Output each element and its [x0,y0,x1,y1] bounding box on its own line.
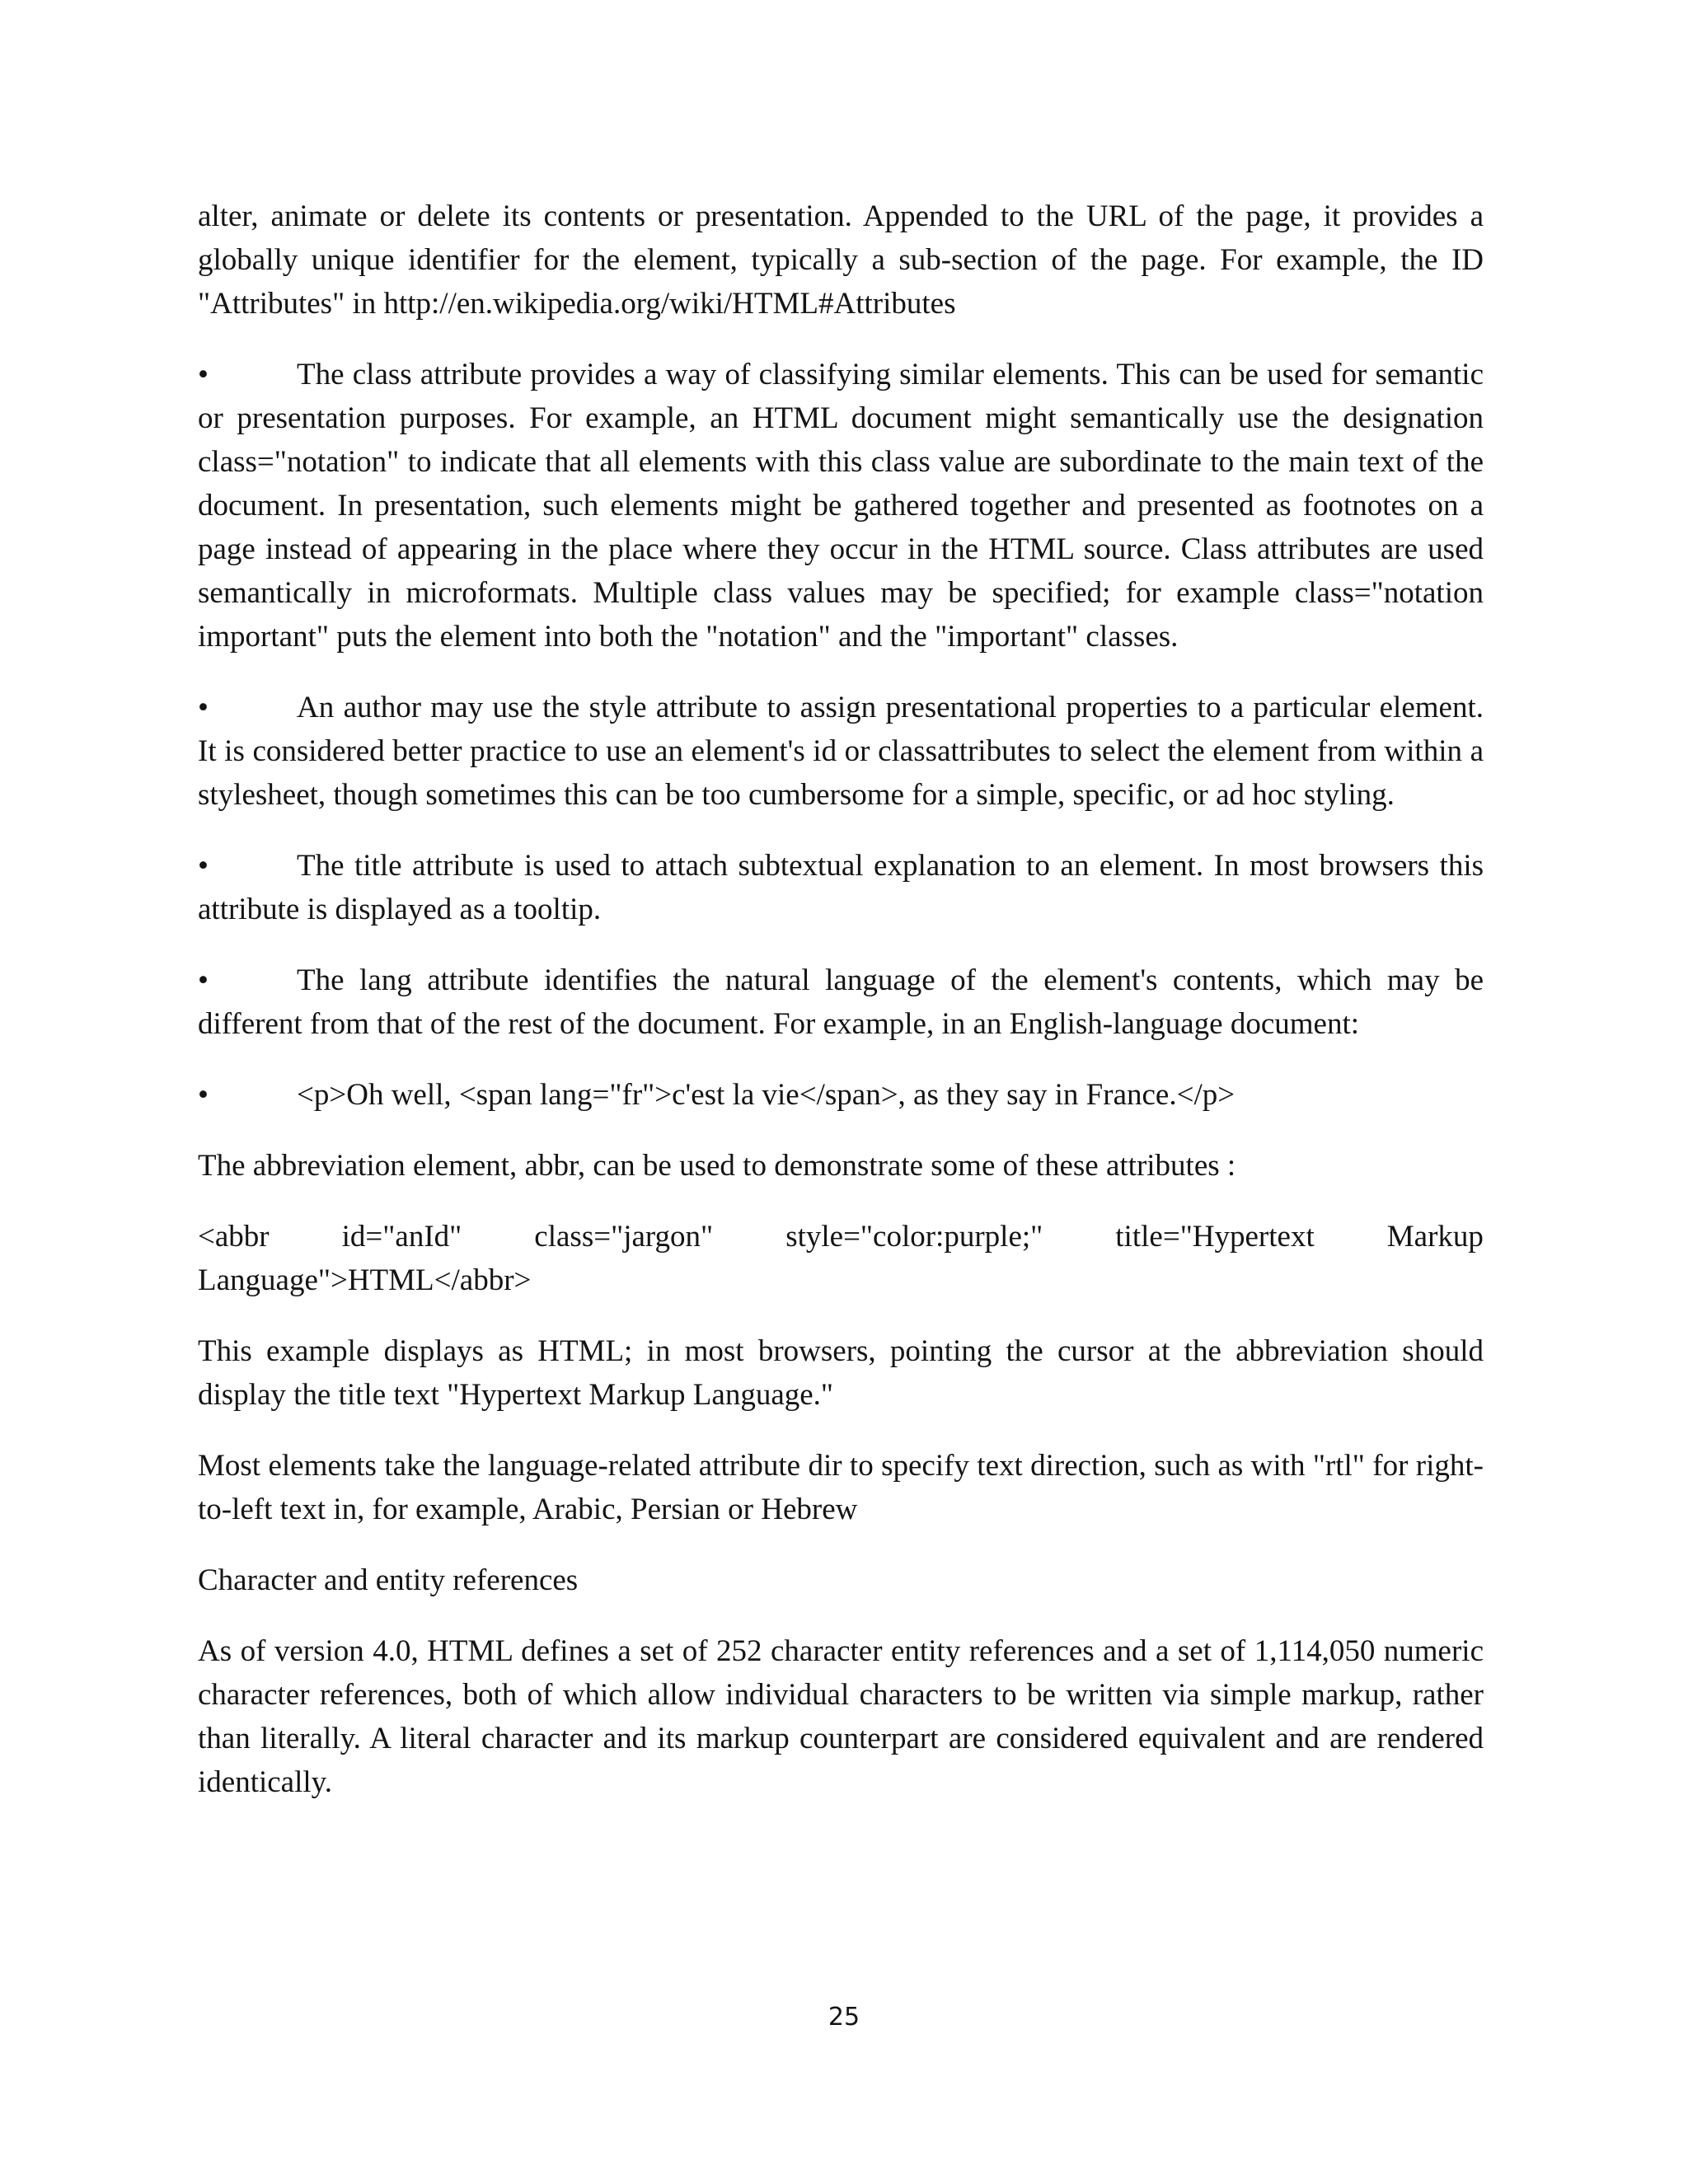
code-token: id="anId" [341,1220,462,1254]
bullet-marker: • [198,963,209,997]
page-number: 25 [828,2003,860,2032]
bullet-marker: • [198,358,209,391]
code-token: <abbr [198,1220,270,1254]
bullet-text: The lang attribute identifies the natural language of the element's contents, which may be different from that of the rest of the document. For example, in an English-language document: [198,963,1484,1041]
intro-paragraph: alter, animate or delete its contents or presentation. Appended to the URL of the page, it provides a globally unique identifier for the element, typically a sub-section of the page. For example, the ID "Attributes" in http://en.wikipedia.org/wiki/HTML#Attributes [198,199,1484,321]
bullet-marker: • [198,691,209,724]
bullet-item-lang [198,958,1484,1046]
bullet-item-code-example [198,1073,1484,1117]
page-body [198,194,1484,1831]
abbr-intro-paragraph: The abbreviation element, abbr, can be used to demonstrate some of these attributes : [198,1149,1236,1183]
bullet-item-class [198,353,1484,658]
dir-paragraph: Most elements take the language-related attribute dir to specify text direction, such as with "rtl" for right-to-left text in, for example, Arabic, Persian or Hebrew [198,1449,1484,1526]
code-token: class="jargon" [534,1220,714,1254]
bullet-text: An author may use the style attribute to assign presentational properties to a particular element. It is considered better practice to use an element's id or classattributes to select the element from within a stylesheet, though sometimes this can be too cumbersome for a simple, specific, or ad hoc styling. [198,691,1484,812]
entity-paragraph: As of version 4.0, HTML defines a set of 252 character entity references and a set of 1,114,050 numeric character references, both of which allow individual characters to be written via simple markup, rather than literally. A literal character and its markup counterpart are considered equivalent and are rendered identically. [198,1634,1484,1799]
bullet-text: The title attribute is used to attach subtextual explanation to an element. In most browsers this attribute is displayed as a tooltip. [198,849,1484,926]
bullet-text: <p>Oh well, <span lang="fr">c'est la vie</span>, as they say in France.</p> [297,1078,1236,1112]
bullet-marker: • [198,849,209,883]
code-continuation: Language">HTML</abbr> [198,1263,532,1297]
abbr-code-example [198,1215,1484,1302]
example-paragraph: This example displays as HTML; in most browsers, pointing the cursor at the abbreviation should display the title text "Hypertext Markup Language." [198,1334,1484,1412]
code-token: title="Hypertext [1115,1220,1315,1254]
bullet-text: The class attribute provides a way of classifying similar elements. This can be used for semantic or presentation purposes. For example, an HTML document might semantically use the designation class="notation" to indicate that all elements with this class value are subordinate to the main text of the document. In presentation, such elements might be gathered together and presented as footnotes on a page instead of appearing in the place where they occur in the HTML source. Class attributes are used semantically in microformats. Multiple class values may be specified; for example class="notation important" puts the element into both the "notation" and the "important" classes. [198,358,1484,654]
code-line [198,1215,1484,1258]
bullet-item-title [198,844,1484,931]
code-token: style="color:purple;" [785,1220,1043,1254]
section-heading: Character and entity references [198,1563,579,1597]
bullet-item-style [198,686,1484,817]
bullet-marker: • [198,1078,209,1112]
code-token: Markup [1386,1220,1484,1254]
